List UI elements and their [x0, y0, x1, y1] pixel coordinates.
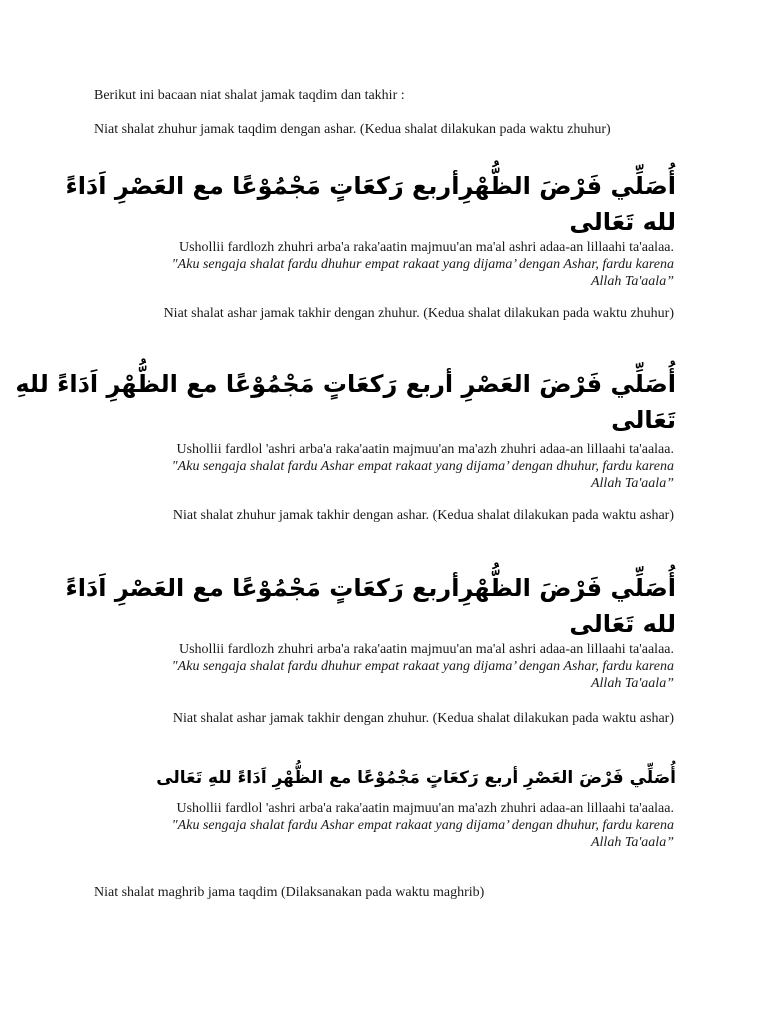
arabic-line: أُصَلِّي فَرْضَ الظُّهْرِأربع رَكعَاتٍ مَجْمُوْعًا مع العَصْرِ اَدَاءً: [65, 574, 676, 602]
section-1-translation: [172, 256, 674, 290]
section-2-heading: Niat shalat ashar jamak takhir dengan zhuhur. (Kedua shalat dilakukan pada waktu zhuhur): [163, 306, 674, 321]
section-1-latin: Ushollii fardlozh zhuhri arba'a raka'aatin majmuu'an ma'al ashri adaa-an lillaahi ta'aalaa.: [179, 240, 674, 255]
arabic-line: تَعَالى: [611, 406, 676, 434]
arabic-line: أُصَلِّي فَرْضَ العَصْرِ أربع رَكعَاتٍ مَجْمُوْعًا مع الظُّهْرِ اَدَاءً للهِ تَعَالى: [156, 768, 676, 788]
section-1-heading: Niat shalat zhuhur jamak taqdim dengan ashar. (Kedua shalat dilakukan pada waktu zhuhur): [94, 122, 611, 137]
section-4-translation: [172, 817, 674, 851]
arabic-line: لله تَعَالى: [569, 610, 676, 638]
section-1-arabic: [65, 168, 676, 240]
section-4-latin: Ushollii fardlol 'ashri arba'a raka'aatin majmuu'an ma'azh zhuhri adaa-an lillaahi ta'aalaa.: [176, 801, 674, 816]
section-3-translation: [172, 658, 674, 692]
section-4-arabic: [156, 766, 676, 790]
section-2-arabic: [15, 366, 676, 438]
translation-line: Allah Ta'aala”: [590, 676, 674, 691]
translation-line: Allah Ta'aala”: [590, 835, 674, 850]
translation-line: Allah Ta'aala”: [590, 274, 674, 289]
arabic-line: أُصَلِّي فَرْضَ العَصْرِ أربع رَكعَاتٍ مَجْمُوْعًا مع الظُّهْرِ اَدَاءً للهِ: [15, 370, 676, 398]
arabic-line: لله تَعَالى: [569, 208, 676, 236]
section-2-translation: [172, 458, 674, 492]
section-2-latin: Ushollii fardlol 'ashri arba'a raka'aatin majmuu'an ma'azh zhuhri adaa-an lillaahi ta'aalaa.: [176, 442, 674, 457]
translation-line: Allah Ta'aala”: [590, 476, 674, 491]
translation-line: "Aku sengaja shalat fardu dhuhur empat rakaat yang dijama’ dengan Ashar, fardu karena: [171, 257, 674, 272]
translation-line: "Aku sengaja shalat fardu Ashar empat rakaat yang dijama’ dengan dhuhur, fardu karena: [171, 818, 674, 833]
translation-line: "Aku sengaja shalat fardu Ashar empat rakaat yang dijama’ dengan dhuhur, fardu karena: [171, 459, 674, 474]
section-4-heading: Niat shalat ashar jamak takhir dengan zhuhur. (Kedua shalat dilakukan pada waktu ashar): [172, 711, 674, 726]
arabic-line: أُصَلِّي فَرْضَ الظُّهْرِأربع رَكعَاتٍ مَجْمُوْعًا مع العَصْرِ اَدَاءً: [65, 172, 676, 200]
section-3-latin: Ushollii fardlozh zhuhri arba'a raka'aatin majmuu'an ma'al ashri adaa-an lillaahi ta'aalaa.: [179, 642, 674, 657]
section-3-heading: Niat shalat zhuhur jamak takhir dengan ashar. (Kedua shalat dilakukan pada waktu ashar): [172, 508, 674, 523]
translation-line: "Aku sengaja shalat fardu dhuhur empat rakaat yang dijama’ dengan Ashar, fardu karena: [171, 659, 674, 674]
section-3-arabic: [65, 570, 676, 642]
intro-text: Berikut ini bacaan niat shalat jamak taqdim dan takhir :: [94, 88, 405, 103]
maghrib-heading: Niat shalat maghrib jama taqdim (Dilaksanakan pada waktu maghrib): [94, 885, 485, 900]
